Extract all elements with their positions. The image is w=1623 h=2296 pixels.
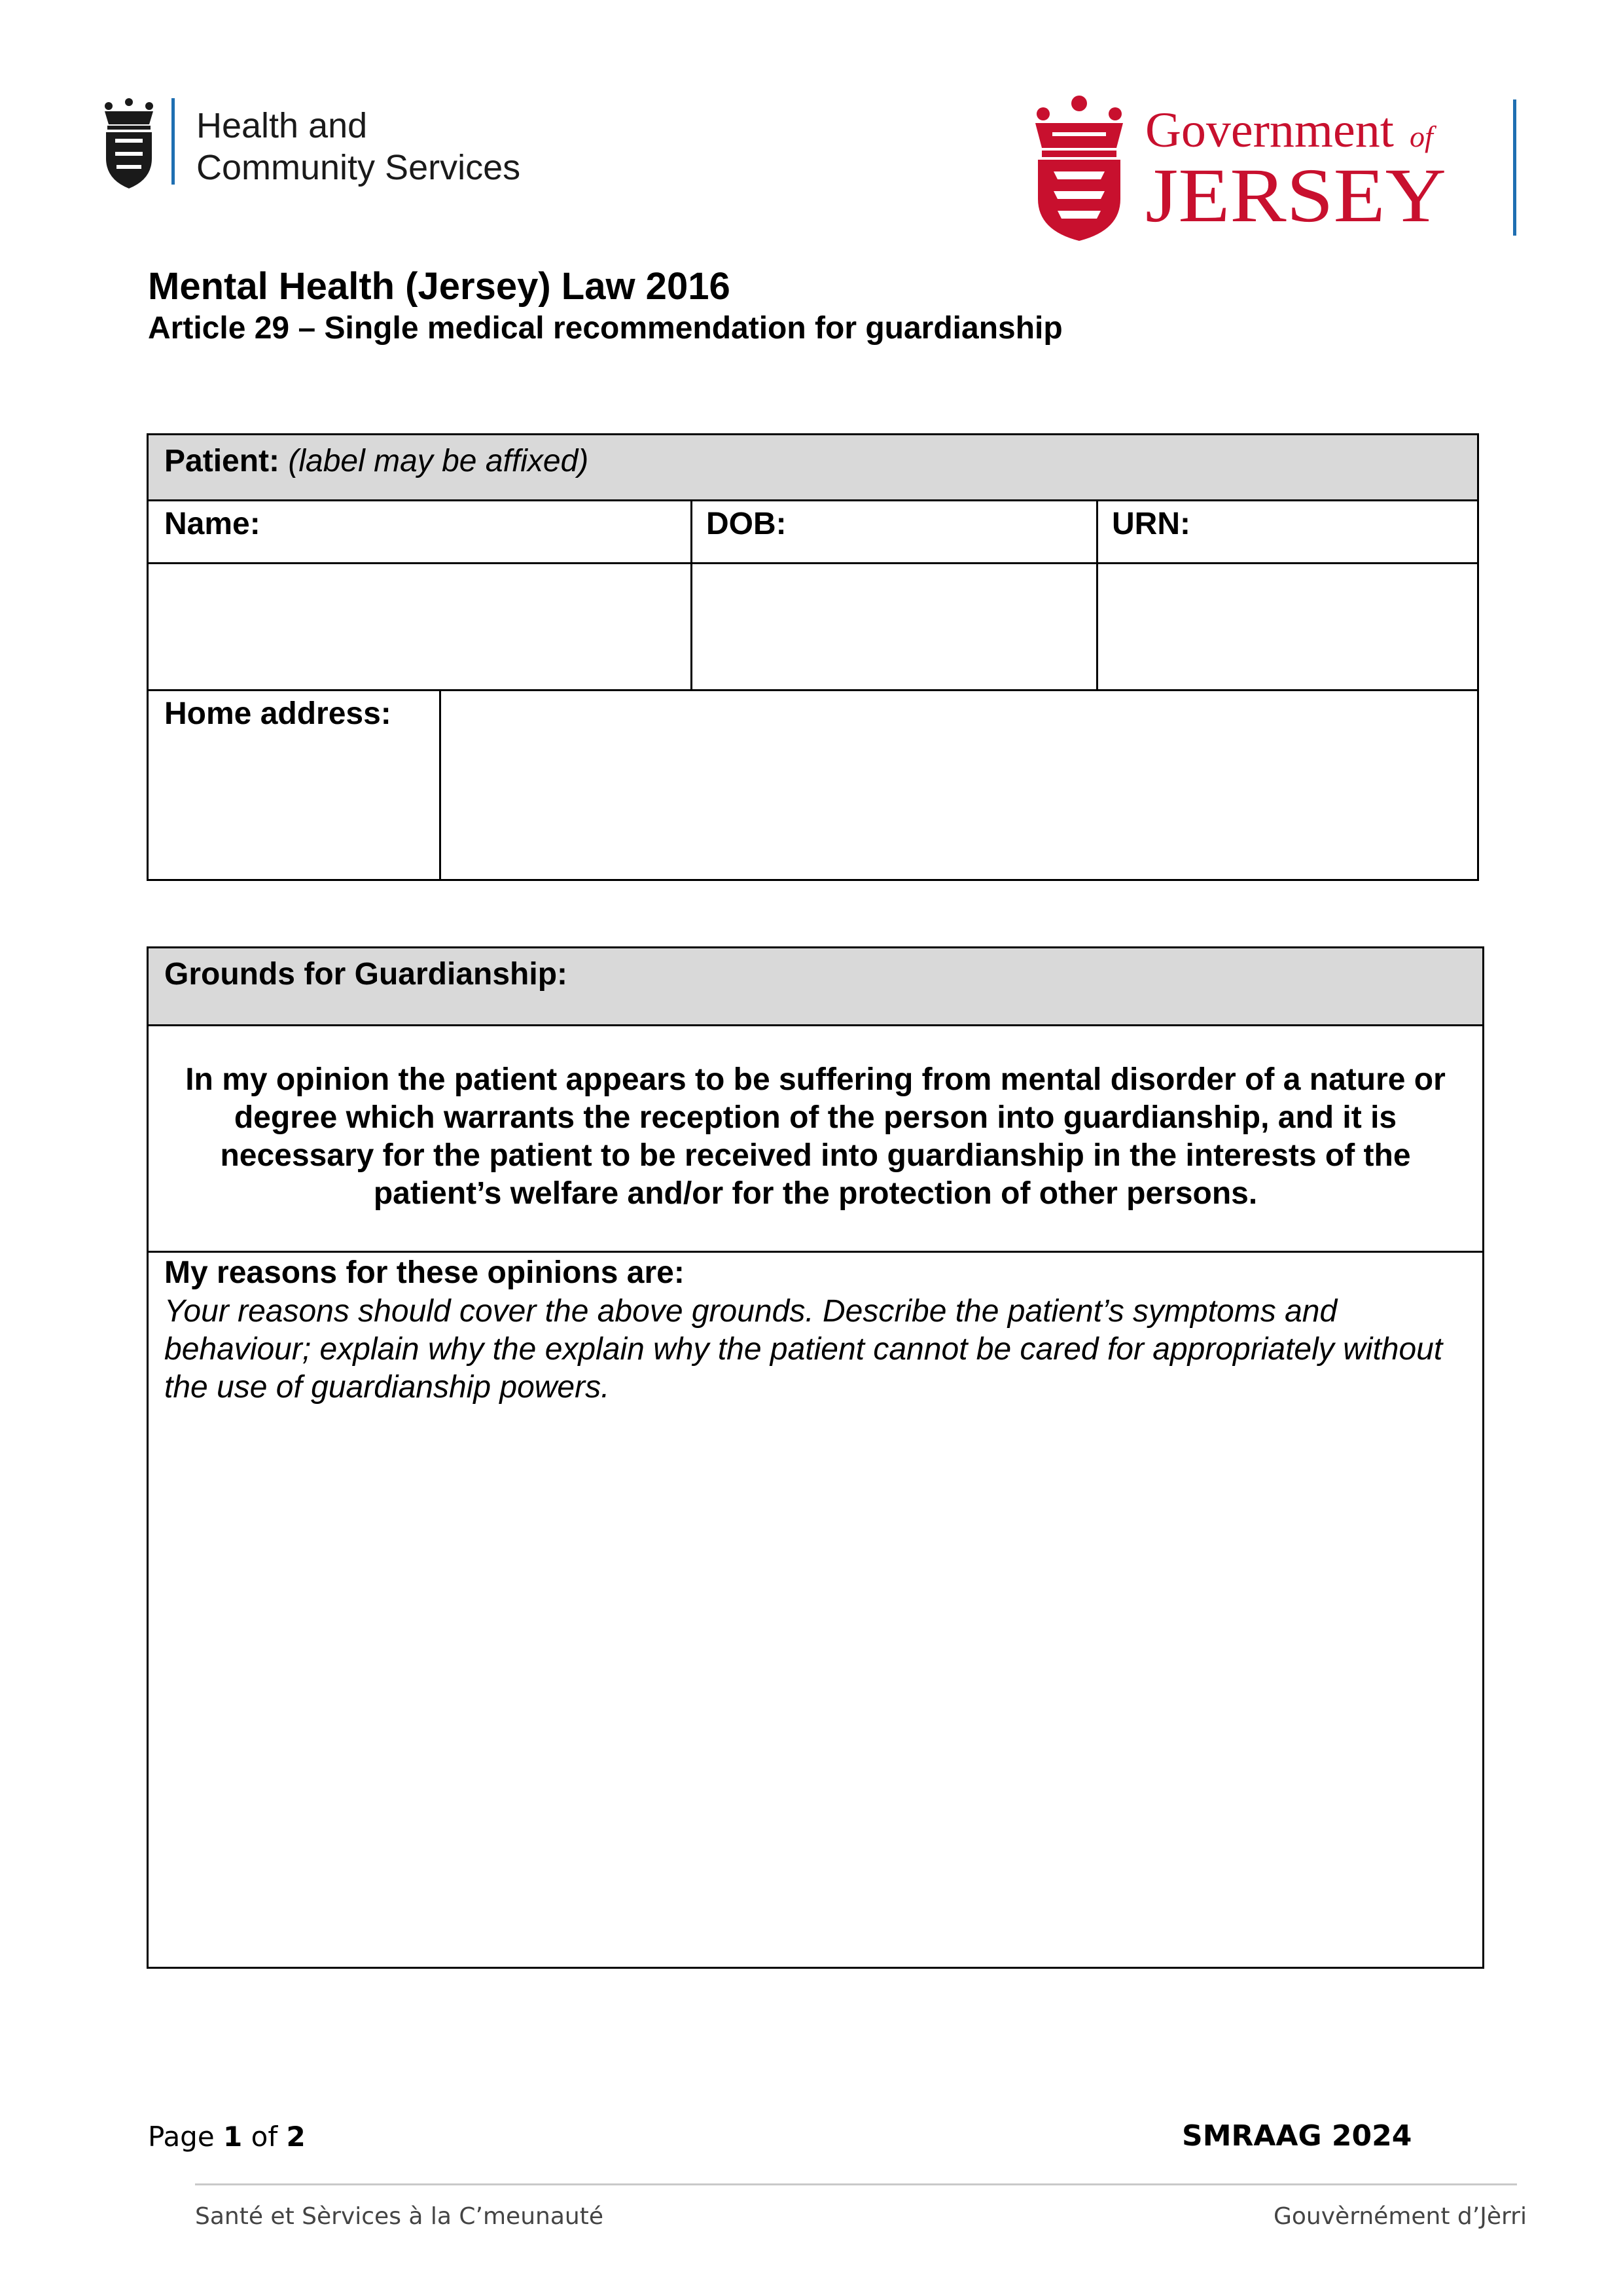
home-address-field[interactable] <box>443 693 1474 876</box>
row-divider <box>149 562 1477 564</box>
urn-label: URN: <box>1112 507 1190 541</box>
footer-jerriais-hcs: Santé et Sèrvices à la C’meunauté <box>195 2203 603 2230</box>
footer-jerriais-goj: Gouvèrnément d’Jèrri <box>1274 2203 1527 2230</box>
row-divider <box>149 1251 1482 1253</box>
jersey-crest-icon <box>1030 92 1128 242</box>
urn-field[interactable] <box>1100 566 1474 687</box>
row-divider <box>149 689 1477 691</box>
patient-note: (label may be affixed) <box>288 444 589 478</box>
row-divider <box>149 1024 1482 1026</box>
hcs-line-1: Health and <box>196 106 368 145</box>
grounds-opinion: In my opinion the patient appears to be suffering from mental disorder of a nature or degree which warrants the reception of the person into guardianship, and it is necessary for the patient to be received into guardianship in the interests of the patient’s welfare and/or for the protection of other persons. <box>185 1062 1446 1211</box>
hcs-line-2: Community Services <box>196 148 521 187</box>
goj-jersey-text: JERSEY <box>1145 152 1446 238</box>
goj-wordmark <box>1145 105 1459 249</box>
page-title: Mental Health (Jersey) Law 2016 <box>148 265 730 308</box>
hcs-wordmark <box>196 105 520 188</box>
goj-of-text: of <box>1410 120 1433 153</box>
goj-divider <box>1513 99 1516 236</box>
reasons-label: My reasons for these opinions are: <box>164 1255 685 1290</box>
hcs-crest-icon <box>99 98 158 190</box>
patient-header <box>164 443 588 479</box>
footer-divider <box>195 2183 1517 2185</box>
col-divider <box>1096 499 1098 689</box>
name-field[interactable] <box>151 566 688 687</box>
page-total: 2 <box>286 2121 306 2153</box>
page-current: 1 <box>223 2121 243 2153</box>
patient-label: Patient: <box>164 444 280 478</box>
col-divider <box>690 499 692 689</box>
reasons-field[interactable] <box>151 1420 1480 1963</box>
grounds-table <box>147 946 1484 1969</box>
hcs-divider <box>171 98 175 185</box>
patient-table <box>147 433 1479 881</box>
dob-label: DOB: <box>706 507 787 541</box>
page-number <box>148 2121 306 2153</box>
home-address-label: Home address: <box>164 696 391 731</box>
col-divider <box>439 689 441 879</box>
grounds-label: Grounds for Guardianship: <box>164 957 568 992</box>
dob-field[interactable] <box>694 566 1094 687</box>
of-word: of <box>251 2121 278 2153</box>
goj-government-text: Government <box>1145 105 1394 158</box>
row-divider <box>149 499 1477 501</box>
reasons-hint: Your reasons should cover the above grounds. Describe the patient’s symptoms and behaviour; explain why the explain why the patient cannot be cared for appropriately without the use of guardianship powers. <box>164 1294 1443 1405</box>
page-subtitle: Article 29 – Single medical recommendation for guardianship <box>148 311 1063 346</box>
form-code: SMRAAG 2024 <box>1182 2119 1412 2153</box>
page-word: Page <box>148 2121 215 2153</box>
name-label: Name: <box>164 507 260 541</box>
